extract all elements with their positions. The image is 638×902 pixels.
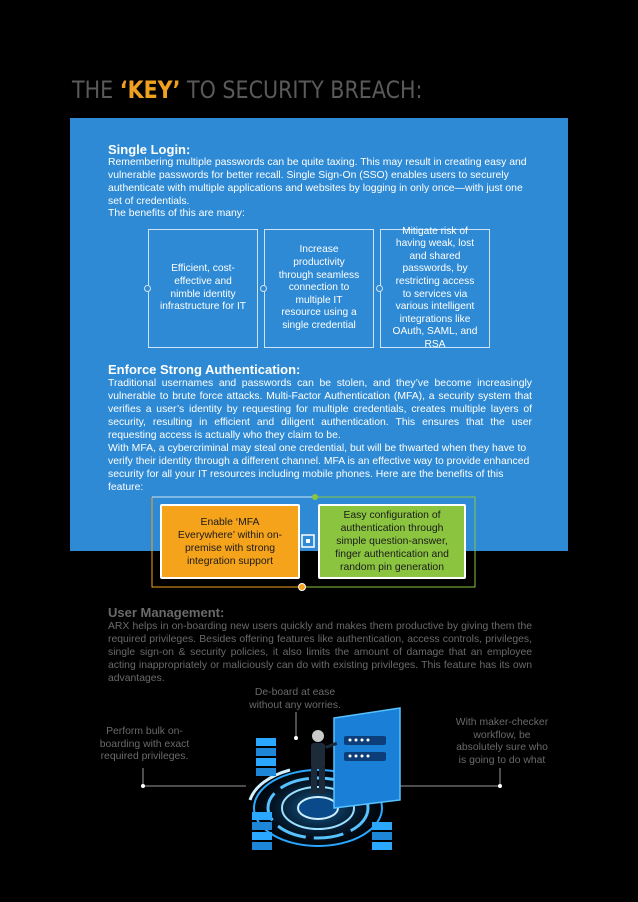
benefits-intro: The benefits of this are many:	[108, 208, 245, 219]
login-screen-graphic	[334, 708, 400, 808]
title-suffix: TO SECURITY BREACH:	[180, 76, 423, 104]
left-pointer-line	[143, 768, 246, 786]
user-management-paragraph: ARX helps in on-boarding new users quickly and makes them productive by giving them the required privileges. Besides offering features like authentication, access controls, privileges, single sign-on & security policies, it also limits the amount of damage that an employee acting inappropriately or maliciously can do with existing privileges. This feature has its own advantages.	[108, 621, 532, 684]
benefit-text-1: Efficient, cost-effective and nimble identity infrastructure for IT	[159, 263, 247, 313]
strong-auth-paragraph-1: Traditional usernames and passwords can be stolen, and they’ve become increasingly vulnerable to brute force attacks. Multi-Factor Authentication (MFA), a security system that verifies a user’s identity by requesting for multiple credentials, creates multiple layers of security, resulting in efficient and diligent authentication. This ensures that the user requesting access is actually who they claim to be.	[108, 378, 532, 441]
benefit-text-2: Increase productivity through seamless connection to multiple IT resource using a single credential	[278, 244, 360, 331]
title-prefix: THE	[72, 76, 120, 104]
user-management-heading: User Management:	[108, 605, 225, 620]
single-login-heading: Single Login:	[108, 142, 191, 157]
caption-deboard: De-board at ease without any worries.	[249, 687, 341, 711]
feature-text-2: Easy configuration of authentication through simple question-answer, finger authentication and random pin generation	[335, 510, 449, 573]
caption-maker-checker: With maker-checker workflow, be absolutely sure who is going to do what	[455, 717, 549, 766]
strong-auth-paragraph-2: With MFA, a cybercriminal may steal one credential, but will be thwarted when they have to verify their identity through a different channel. MFA is an effective way to provide enhanced security for all your IT resources including mobile phones. Here are the benefits of this feature:	[108, 443, 530, 493]
server-stack-right	[372, 822, 392, 850]
single-login-paragraph: Remembering multiple passwords can be quite taxing. This may result in creating easy and vulnerable passwords for better recall. Single Sign-On (SSO) enables users to securely authenticate with multiple applications and websites by logging in only once—with just one set of credentials.	[108, 157, 527, 207]
right-pointer-line	[400, 768, 500, 786]
title-key-word: ‘KEY’	[119, 76, 181, 104]
strong-auth-heading: Enforce Strong Authentication:	[108, 362, 301, 377]
benefit-text-3: Mitigate risk of having weak, lost and shared passwords, by restricting access to services via various intelligent integrations like OAuth, SAML, and RSA	[392, 225, 478, 350]
feature-text-1: Enable ‘MFA Everywhere’ within on-premise with strong integration support	[177, 516, 283, 567]
server-stack-left-top	[256, 738, 276, 776]
caption-bulk-onboarding: Perform bulk on-boarding with exact required privileges.	[99, 726, 190, 762]
